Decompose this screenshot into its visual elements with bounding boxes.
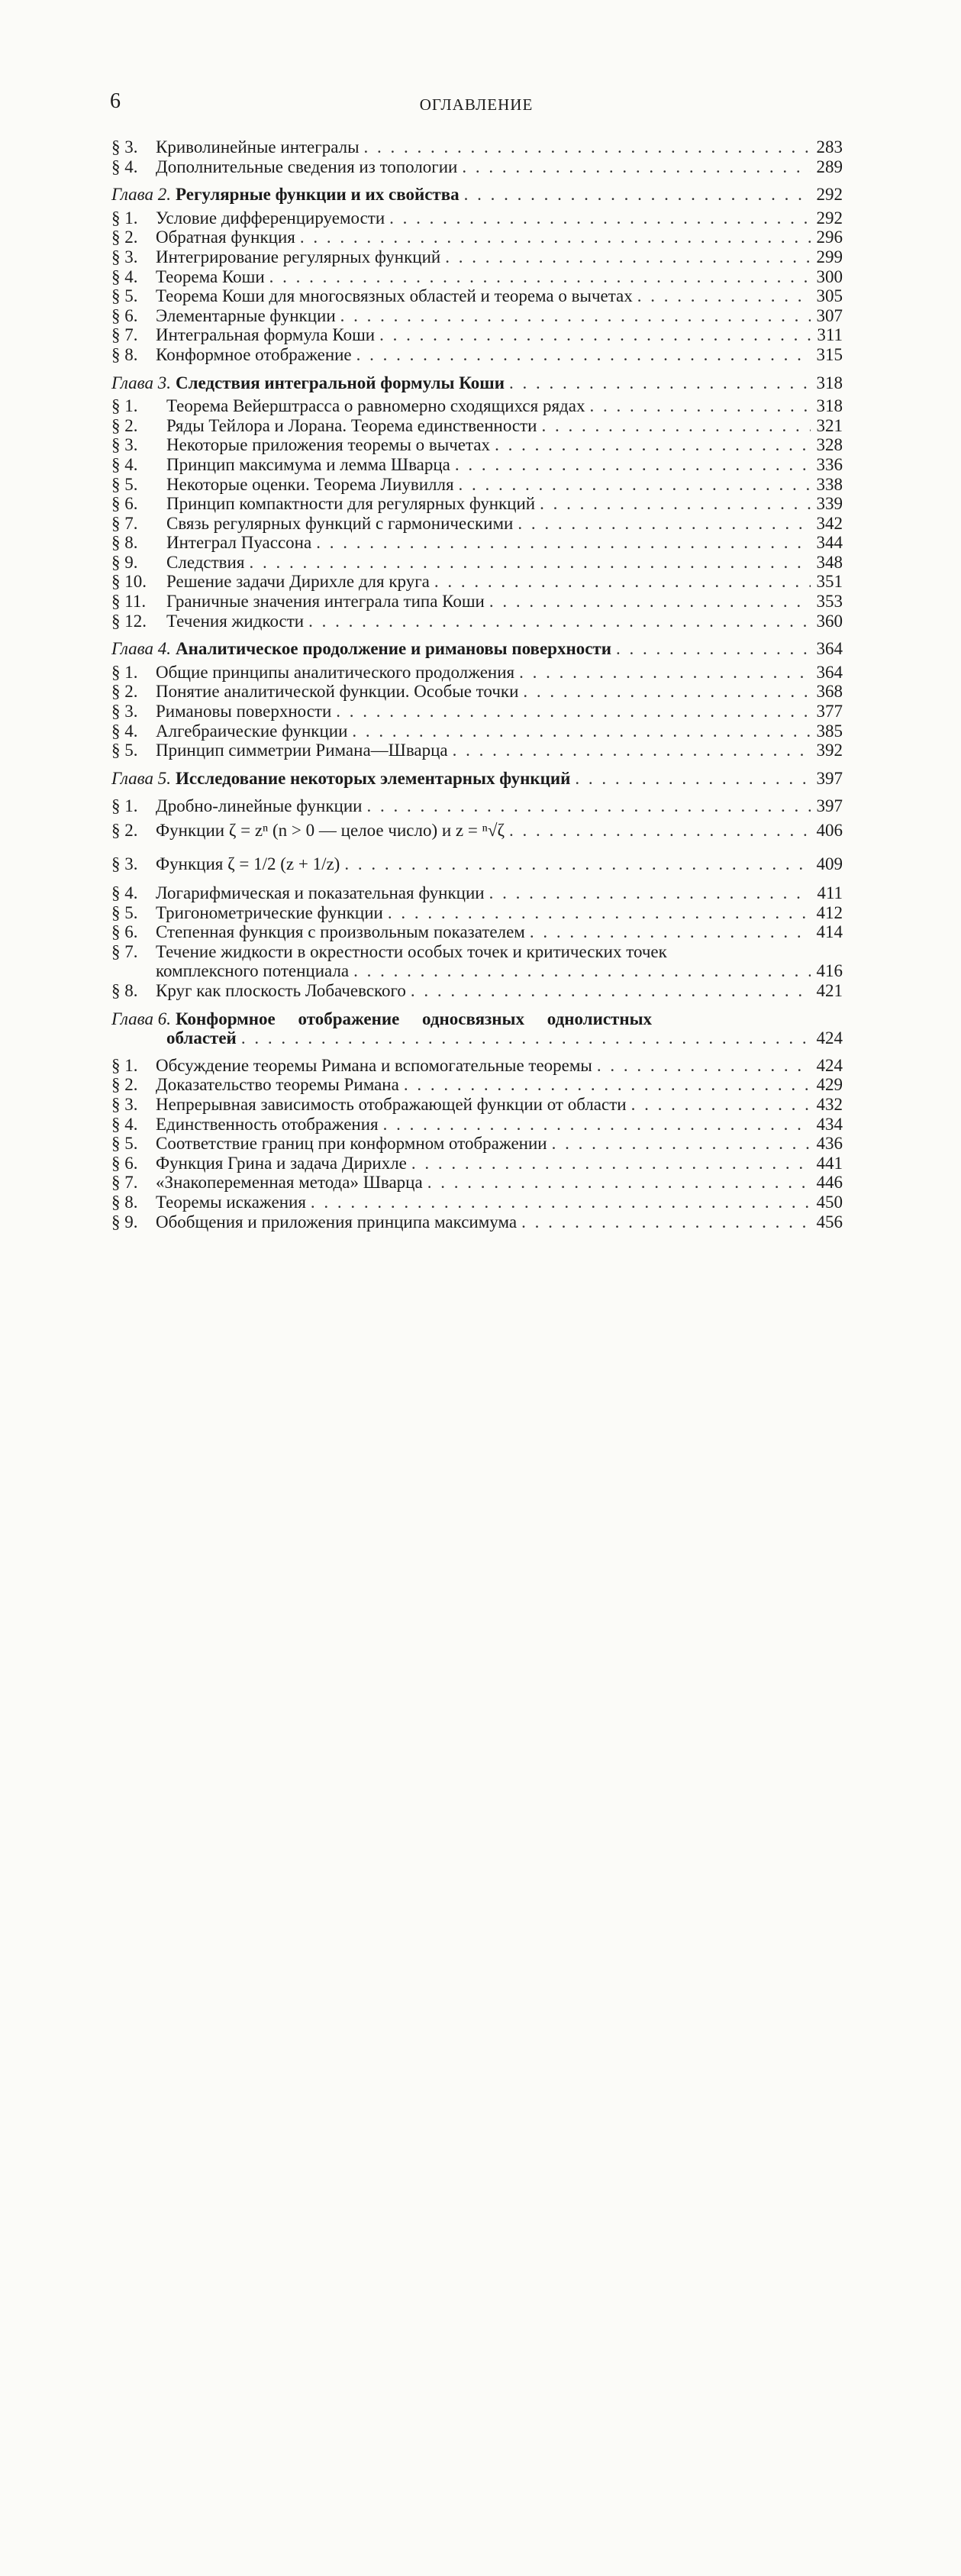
dot-leader <box>448 741 811 760</box>
section-number: § 7. <box>111 513 138 533</box>
chapter-label: Глава 4. <box>111 639 171 659</box>
toc-entry[interactable] <box>111 514 843 534</box>
toc-entry-line1[interactable] <box>111 942 843 962</box>
section-number: § 1. <box>111 396 138 416</box>
section-number: § 5. <box>111 741 138 760</box>
toc-entry[interactable] <box>111 345 843 365</box>
section-title: Интегральная формула Коши <box>156 325 376 345</box>
toc-entry[interactable] <box>111 1115 843 1135</box>
section-number: § 11. <box>111 592 147 612</box>
chapter-heading[interactable] <box>111 185 843 205</box>
section-title: Круг как плоскость Лобачевского <box>156 980 406 1000</box>
toc-entry[interactable] <box>111 903 843 923</box>
section-number: § 9. <box>111 1212 138 1232</box>
section-title: Дополнительные сведения из топологии <box>156 157 458 176</box>
section-number: § 7. <box>111 1173 138 1193</box>
toc-entry[interactable] <box>111 796 843 816</box>
page-ref: 421 <box>816 980 843 1000</box>
dot-leader <box>611 639 811 659</box>
dot-leader <box>547 1134 811 1154</box>
section-number: § 4. <box>111 266 138 286</box>
toc-entry[interactable] <box>111 1212 843 1232</box>
section-title: Обратная функция <box>156 228 295 247</box>
section-title: Интеграл Пуассона <box>166 533 312 553</box>
section-title: Обобщения и приложения принципа максимума <box>156 1212 518 1232</box>
section-number: § 4. <box>111 157 138 176</box>
dot-leader <box>352 345 811 365</box>
page-ref: 289 <box>816 157 843 176</box>
dot-leader <box>585 396 811 416</box>
page-ref: 392 <box>816 741 843 760</box>
section-title: Течение жидкости в окрестности особых точек и критических точек <box>156 941 667 961</box>
page-ref: 305 <box>816 286 843 306</box>
page-ref: 364 <box>816 662 843 682</box>
section-title: Некоторые приложения теоремы о вычетах <box>166 435 491 455</box>
toc-entry[interactable] <box>111 325 843 345</box>
section-number: § 8. <box>111 533 138 553</box>
section-number: § 3. <box>111 137 138 157</box>
section-title: Понятие аналитической функции. Особые точки <box>156 682 519 702</box>
section-title: Криволинейные интегралы <box>156 137 360 157</box>
dot-leader <box>633 286 811 306</box>
section-title: Принцип симметрии Римана—Шварца <box>156 741 448 760</box>
dot-leader <box>490 435 811 455</box>
dot-leader <box>379 1115 811 1135</box>
page-ref: 429 <box>816 1075 843 1095</box>
toc-entry[interactable] <box>111 494 843 514</box>
page-ref: 300 <box>816 266 843 286</box>
page-ref: 432 <box>816 1094 843 1114</box>
chapter-heading-line1[interactable] <box>111 1009 843 1029</box>
chapter-label: Глава 6. <box>111 1009 171 1028</box>
section-number: § 3. <box>111 1094 138 1114</box>
page-ref: 348 <box>816 552 843 572</box>
section-title: Связь регулярных функций с гармоническими <box>166 513 514 533</box>
dot-leader <box>406 981 811 1001</box>
section-title: Непрерывная зависимость отображающей функции от области <box>156 1094 627 1114</box>
chapter-heading[interactable] <box>111 373 843 393</box>
dot-leader <box>518 682 811 702</box>
toc-entry[interactable] <box>111 741 843 760</box>
section-number: § 4. <box>111 721 138 741</box>
page-ref: 318 <box>816 373 843 392</box>
dot-leader <box>237 1028 811 1048</box>
toc-entry[interactable] <box>111 416 843 436</box>
chapter-heading[interactable] <box>111 639 843 659</box>
section-number: § 2. <box>111 415 138 435</box>
toc-entry[interactable] <box>111 922 843 942</box>
dot-leader <box>360 137 811 157</box>
chapter-heading-line2[interactable] <box>111 1028 843 1048</box>
toc-entry[interactable] <box>111 267 843 287</box>
toc-entry[interactable] <box>111 533 843 553</box>
dot-leader <box>430 572 811 592</box>
toc-entry[interactable] <box>111 247 843 267</box>
section-number: § 7. <box>111 941 138 961</box>
toc-entry[interactable] <box>111 286 843 306</box>
toc-entry[interactable] <box>111 883 843 903</box>
chapter-label: Глава 3. <box>111 373 171 392</box>
dot-leader <box>407 1154 811 1173</box>
section-title: Функция Грина и задача Дирихле <box>156 1153 407 1173</box>
dot-leader <box>440 247 811 267</box>
toc-entry[interactable] <box>111 553 843 573</box>
toc-entry[interactable] <box>111 455 843 475</box>
page-ref: 283 <box>816 137 843 157</box>
dot-leader <box>627 1095 811 1115</box>
toc-entry[interactable] <box>111 137 843 157</box>
toc-entry[interactable] <box>111 306 843 326</box>
table-of-contents <box>111 137 843 1232</box>
section-number: § 6. <box>111 494 138 514</box>
page-ref: 339 <box>816 494 843 514</box>
page-ref: 364 <box>816 639 843 659</box>
section-title: Интегрирование регулярных функций <box>156 247 441 266</box>
page-ref: 351 <box>816 572 843 592</box>
section-title: Граничные значения интеграла типа Коши <box>166 592 485 612</box>
page-ref: 416 <box>816 961 843 981</box>
section-title: Алгебраические функции <box>156 721 348 741</box>
section-number: § 8. <box>111 980 138 1000</box>
dot-leader <box>331 702 811 721</box>
toc-entry[interactable] <box>111 1154 843 1173</box>
toc-entry[interactable] <box>111 981 843 1001</box>
toc-entry[interactable] <box>111 208 843 228</box>
section-number: § 6. <box>111 305 138 325</box>
section-number: § 2. <box>111 821 138 840</box>
dot-leader <box>265 267 811 287</box>
toc-entry[interactable] <box>111 475 843 495</box>
dot-leader <box>454 475 811 495</box>
toc-entry[interactable] <box>111 845 843 883</box>
dot-leader <box>399 1075 811 1095</box>
section-title: Степенная функция с произвольным показателем <box>156 922 525 942</box>
page-ref: 336 <box>816 454 843 474</box>
section-number: § 4. <box>111 1114 138 1134</box>
page-ref: 441 <box>816 1153 843 1173</box>
section-number: § 3. <box>111 247 138 266</box>
page-ref: 377 <box>816 702 843 721</box>
toc-entry[interactable] <box>111 682 843 702</box>
section-title: Ряды Тейлора и Лорана. Теорема единственности <box>166 415 537 435</box>
chapter-title: Исследование некоторых элементарных функций <box>176 768 571 788</box>
toc-entry[interactable] <box>111 721 843 741</box>
section-title: Общие принципы аналитического продолжения <box>156 662 515 682</box>
section-number: § 1. <box>111 796 138 816</box>
dot-leader <box>295 228 811 247</box>
page-ref: 409 <box>816 854 843 873</box>
page-ref: 342 <box>816 513 843 533</box>
section-title: Соответствие границ при конформном отображении <box>156 1134 547 1154</box>
section-number: § 2. <box>111 228 138 247</box>
dot-leader <box>505 816 811 845</box>
page-ref: 414 <box>816 922 843 942</box>
section-number: § 10. <box>111 572 147 592</box>
page-ref: 385 <box>816 721 843 741</box>
section-number: § 2. <box>111 682 138 702</box>
section-title: Конформное отображение <box>156 344 352 364</box>
dot-leader <box>485 883 811 903</box>
dot-leader <box>457 157 811 177</box>
dot-leader <box>525 922 811 942</box>
dot-leader <box>347 721 811 741</box>
dot-leader <box>535 494 811 514</box>
chapter-title: Следствия интегральной формулы Коши <box>176 373 505 392</box>
page-ref: 397 <box>816 768 843 788</box>
dot-leader <box>423 1173 811 1193</box>
toc-entry[interactable] <box>111 157 843 177</box>
section-title: Единственность отображения <box>156 1114 379 1134</box>
page-ref: 315 <box>816 344 843 364</box>
page-number: 6 <box>110 89 121 113</box>
page-ref: 360 <box>816 611 843 631</box>
section-number: § 5. <box>111 286 138 306</box>
section-title: Функция ζ = 1/2 (z + 1/z) <box>156 854 340 873</box>
toc-entry[interactable] <box>111 1095 843 1115</box>
section-title: Функции ζ = zⁿ (n > 0 — целое число) и z = ⁿ√ζ <box>156 821 505 840</box>
section-title: Принцип компактности для регулярных функций <box>166 494 536 514</box>
page-ref: 436 <box>816 1134 843 1154</box>
page-ref: 368 <box>816 682 843 702</box>
section-number: § 3. <box>111 435 138 455</box>
section-number: § 1. <box>111 1055 138 1075</box>
dot-leader <box>537 416 811 436</box>
dot-leader <box>570 769 811 789</box>
page-ref: 397 <box>816 796 843 816</box>
section-title: Логарифмическая и показательная функции <box>156 883 485 902</box>
section-number: § 12. <box>111 611 147 631</box>
toc-entry-line2[interactable] <box>111 961 843 981</box>
page-ref: 328 <box>816 435 843 455</box>
section-number: § 8. <box>111 1192 138 1212</box>
toc-entry[interactable] <box>111 663 843 683</box>
toc-entry[interactable] <box>111 396 843 416</box>
section-number: § 1. <box>111 662 138 682</box>
chapter-title-continued: областей <box>166 1028 237 1048</box>
toc-entry[interactable] <box>111 228 843 247</box>
toc-entry[interactable] <box>111 435 843 455</box>
toc-entry[interactable] <box>111 1134 843 1154</box>
chapter-title: Регулярные функции и их свойства <box>176 185 460 205</box>
page-ref: 338 <box>816 474 843 494</box>
section-title: Следствия <box>166 552 245 572</box>
chapter-heading[interactable] <box>111 769 843 789</box>
dot-leader <box>383 903 811 923</box>
section-title: Теоремы искажения <box>156 1192 306 1212</box>
section-title: Римановы поверхности <box>156 702 332 721</box>
dot-leader <box>514 663 811 683</box>
toc-entry[interactable] <box>111 1056 843 1076</box>
dot-leader <box>485 592 811 612</box>
dot-leader <box>375 325 811 345</box>
dot-leader <box>362 796 811 816</box>
running-title: ОГЛАВЛЕНИЕ <box>419 95 534 114</box>
section-title: Теорема Коши <box>156 266 265 286</box>
section-number: § 3. <box>111 854 138 873</box>
toc-entry[interactable] <box>111 1173 843 1193</box>
dot-leader <box>460 185 811 205</box>
section-title: Доказательство теоремы Римана <box>156 1075 399 1095</box>
section-title: Обсуждение теоремы Римана и вспомогательные теоремы <box>156 1055 592 1075</box>
chapter-title: Конформное отображение односвязных однолистных <box>176 1009 653 1028</box>
dot-leader <box>505 373 811 393</box>
toc-entry[interactable] <box>111 702 843 721</box>
section-title: «Знакопеременная метода» Шварца <box>156 1173 423 1193</box>
running-head <box>110 89 843 120</box>
dot-leader <box>349 961 811 981</box>
page-ref: 292 <box>816 208 843 228</box>
toc-entry[interactable] <box>111 816 843 845</box>
section-number: § 3. <box>111 702 138 721</box>
page-ref: 456 <box>816 1212 843 1232</box>
page-ref: 412 <box>816 902 843 922</box>
page-ref: 411 <box>817 883 843 902</box>
page-ref: 344 <box>816 533 843 553</box>
section-number: § 5. <box>111 474 138 494</box>
section-title: Тригонометрические функции <box>156 902 383 922</box>
page-ref: 424 <box>816 1055 843 1075</box>
page-ref: 446 <box>816 1173 843 1193</box>
dot-leader <box>306 1193 811 1212</box>
chapter-title: Аналитическое продолжение и римановы поверхности <box>176 639 611 659</box>
page-ref: 307 <box>816 305 843 325</box>
page-ref: 406 <box>816 821 843 840</box>
page-ref: 299 <box>816 247 843 266</box>
section-title-continued: комплексного потенциала <box>156 961 350 981</box>
section-number: § 5. <box>111 902 138 922</box>
section-number: § 9. <box>111 552 138 572</box>
dot-leader <box>592 1056 811 1076</box>
section-title: Элементарные функции <box>156 305 336 325</box>
section-number: § 4. <box>111 454 138 474</box>
section-title: Теорема Коши для многосвязных областей и теорема о вычетах <box>156 286 633 306</box>
page-ref: 353 <box>816 592 843 612</box>
section-title: Принцип максимума и лемма Шварца <box>166 454 450 474</box>
section-number: § 7. <box>111 325 138 345</box>
page-ref: 434 <box>816 1114 843 1134</box>
dot-leader <box>311 533 811 553</box>
chapter-label: Глава 2. <box>111 185 171 205</box>
page-ref: 450 <box>816 1192 843 1212</box>
chapter-label: Глава 5. <box>111 768 171 788</box>
page-ref: 424 <box>816 1028 843 1048</box>
toc-entry[interactable] <box>111 612 843 631</box>
section-number: § 8. <box>111 344 138 364</box>
dot-leader <box>340 845 811 883</box>
section-title: Теорема Вейерштрасса о равномерно сходящихся рядах <box>166 396 585 416</box>
dot-leader <box>450 455 811 475</box>
section-title: Условие дифференцируемости <box>156 208 385 228</box>
dot-leader <box>517 1212 811 1232</box>
page-ref: 318 <box>816 396 843 416</box>
section-title: Решение задачи Дирихле для круга <box>166 572 430 592</box>
section-number: § 1. <box>111 208 138 228</box>
section-number: § 2. <box>111 1075 138 1095</box>
section-number: § 6. <box>111 922 138 942</box>
dot-leader <box>304 612 811 631</box>
page-ref: 311 <box>817 325 843 345</box>
section-title: Дробно-линейные функции <box>156 796 363 816</box>
section-number: § 4. <box>111 883 138 902</box>
page-ref: 292 <box>816 185 843 205</box>
section-title: Течения жидкости <box>166 611 305 631</box>
section-number: § 6. <box>111 1153 138 1173</box>
toc-entry[interactable] <box>111 1193 843 1212</box>
dot-leader <box>244 553 811 573</box>
page-ref: 296 <box>816 228 843 247</box>
section-number: § 5. <box>111 1134 138 1154</box>
dot-leader <box>336 306 811 326</box>
section-title: Некоторые оценки. Теорема Лиувилля <box>166 474 454 494</box>
toc-entry[interactable] <box>111 572 843 592</box>
toc-entry[interactable] <box>111 1075 843 1095</box>
toc-entry[interactable] <box>111 592 843 612</box>
page-ref: 321 <box>816 415 843 435</box>
dot-leader <box>385 208 811 228</box>
dot-leader <box>513 514 811 534</box>
